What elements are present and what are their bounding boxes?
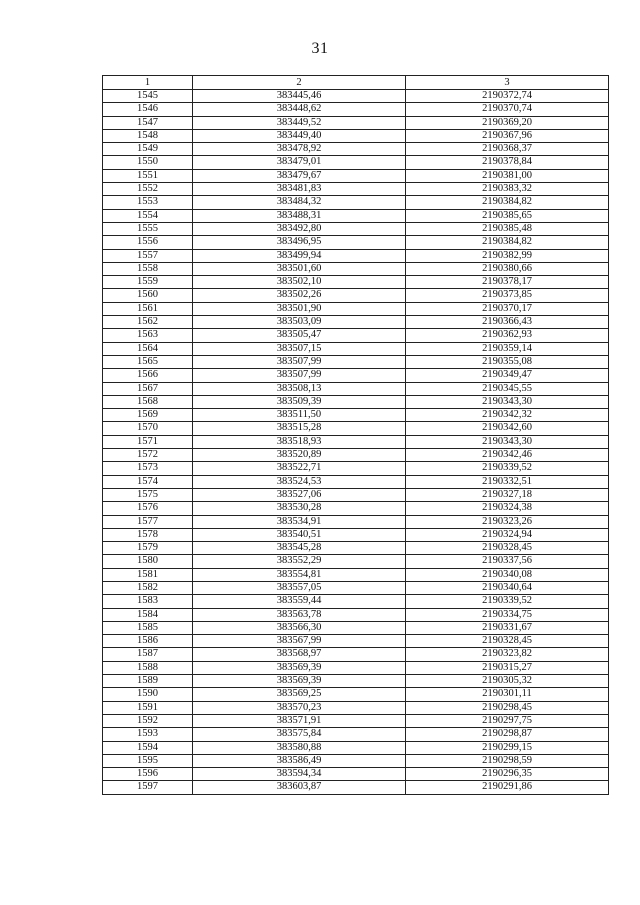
table-row [103,515,609,528]
table-row [103,635,609,648]
cell-y-coordinate: 2190370,17 [406,302,609,315]
table-row [103,488,609,501]
table-row [103,169,609,182]
cell-y-coordinate: 2190345,55 [406,382,609,395]
cell-y-coordinate: 2190291,86 [406,781,609,794]
cell-x-coordinate: 383552,29 [193,555,406,568]
cell-y-coordinate: 2190323,26 [406,515,609,528]
cell-x-coordinate: 383527,06 [193,488,406,501]
cell-x-coordinate: 383580,88 [193,741,406,754]
cell-x-coordinate: 383530,28 [193,502,406,515]
cell-x-coordinate: 383502,10 [193,276,406,289]
cell-point-number: 1583 [103,595,193,608]
table-row [103,302,609,315]
cell-y-coordinate: 2190324,38 [406,502,609,515]
cell-point-number: 1577 [103,515,193,528]
cell-y-coordinate: 2190368,37 [406,143,609,156]
column-header-y: 3 [406,76,609,90]
cell-point-number: 1578 [103,528,193,541]
cell-x-coordinate: 383511,50 [193,409,406,422]
column-header-number: 1 [103,76,193,90]
cell-point-number: 1589 [103,675,193,688]
cell-x-coordinate: 383540,51 [193,528,406,541]
cell-y-coordinate: 2190343,30 [406,395,609,408]
cell-point-number: 1574 [103,475,193,488]
cell-x-coordinate: 383479,67 [193,169,406,182]
table-row [103,661,609,674]
cell-y-coordinate: 2190305,32 [406,675,609,688]
cell-y-coordinate: 2190381,00 [406,169,609,182]
cell-y-coordinate: 2190323,82 [406,648,609,661]
cell-point-number: 1596 [103,768,193,781]
cell-x-coordinate: 383563,78 [193,608,406,621]
cell-point-number: 1553 [103,196,193,209]
cell-y-coordinate: 2190373,85 [406,289,609,302]
cell-y-coordinate: 2190342,60 [406,422,609,435]
table-row [103,382,609,395]
table-row [103,143,609,156]
cell-y-coordinate: 2190298,87 [406,728,609,741]
cell-y-coordinate: 2190299,15 [406,741,609,754]
cell-point-number: 1586 [103,635,193,648]
cell-point-number: 1545 [103,90,193,103]
cell-point-number: 1559 [103,276,193,289]
cell-x-coordinate: 383448,62 [193,103,406,116]
cell-y-coordinate: 2190366,43 [406,316,609,329]
cell-x-coordinate: 383520,89 [193,449,406,462]
table-row [103,116,609,129]
table-row [103,395,609,408]
table-row [103,329,609,342]
column-header-x: 2 [193,76,406,90]
cell-x-coordinate: 383522,71 [193,462,406,475]
table-row [103,316,609,329]
cell-x-coordinate: 383501,60 [193,262,406,275]
cell-y-coordinate: 2190372,74 [406,90,609,103]
cell-y-coordinate: 2190334,75 [406,608,609,621]
table-row [103,754,609,767]
table-row [103,342,609,355]
cell-y-coordinate: 2190369,20 [406,116,609,129]
table-row [103,701,609,714]
table-row [103,249,609,262]
cell-y-coordinate: 2190337,56 [406,555,609,568]
cell-y-coordinate: 2190328,45 [406,542,609,555]
cell-x-coordinate: 383575,84 [193,728,406,741]
cell-point-number: 1565 [103,355,193,368]
cell-x-coordinate: 383571,91 [193,714,406,727]
cell-x-coordinate: 383569,39 [193,661,406,674]
cell-y-coordinate: 2190315,27 [406,661,609,674]
cell-y-coordinate: 2190367,96 [406,129,609,142]
table-header [103,76,609,90]
cell-point-number: 1566 [103,369,193,382]
table-row [103,781,609,794]
table-row [103,183,609,196]
cell-point-number: 1546 [103,103,193,116]
cell-y-coordinate: 2190383,32 [406,183,609,196]
cell-point-number: 1560 [103,289,193,302]
cell-x-coordinate: 383507,99 [193,369,406,382]
cell-y-coordinate: 2190343,30 [406,435,609,448]
cell-y-coordinate: 2190332,51 [406,475,609,488]
cell-point-number: 1562 [103,316,193,329]
cell-point-number: 1587 [103,648,193,661]
coordinates-table [102,75,609,795]
cell-point-number: 1590 [103,688,193,701]
cell-point-number: 1594 [103,741,193,754]
cell-point-number: 1567 [103,382,193,395]
table-row [103,768,609,781]
cell-x-coordinate: 383507,15 [193,342,406,355]
cell-x-coordinate: 383554,81 [193,568,406,581]
cell-x-coordinate: 383481,83 [193,183,406,196]
cell-point-number: 1570 [103,422,193,435]
cell-point-number: 1555 [103,222,193,235]
cell-point-number: 1576 [103,502,193,515]
table-row [103,236,609,249]
cell-y-coordinate: 2190296,35 [406,768,609,781]
table-row [103,595,609,608]
cell-point-number: 1580 [103,555,193,568]
cell-y-coordinate: 2190362,93 [406,329,609,342]
cell-y-coordinate: 2190342,46 [406,449,609,462]
cell-y-coordinate: 2190331,67 [406,621,609,634]
table-row [103,688,609,701]
table-row [103,621,609,634]
table-row [103,262,609,275]
table-row [103,581,609,594]
cell-y-coordinate: 2190359,14 [406,342,609,355]
table-row [103,289,609,302]
cell-point-number: 1552 [103,183,193,196]
cell-x-coordinate: 383559,44 [193,595,406,608]
table-row [103,502,609,515]
cell-x-coordinate: 383567,99 [193,635,406,648]
cell-y-coordinate: 2190385,48 [406,222,609,235]
table-row [103,675,609,688]
cell-x-coordinate: 383557,05 [193,581,406,594]
table-row [103,156,609,169]
cell-x-coordinate: 383534,91 [193,515,406,528]
table-row [103,435,609,448]
header-row [103,76,609,90]
table-body [103,90,609,795]
table-row [103,355,609,368]
cell-point-number: 1575 [103,488,193,501]
cell-y-coordinate: 2190342,32 [406,409,609,422]
cell-point-number: 1588 [103,661,193,674]
cell-x-coordinate: 383445,46 [193,90,406,103]
cell-x-coordinate: 383545,28 [193,542,406,555]
cell-x-coordinate: 383502,26 [193,289,406,302]
cell-x-coordinate: 383566,30 [193,621,406,634]
cell-point-number: 1593 [103,728,193,741]
cell-x-coordinate: 383449,40 [193,129,406,142]
table-row [103,528,609,541]
cell-point-number: 1581 [103,568,193,581]
cell-y-coordinate: 2190370,74 [406,103,609,116]
cell-point-number: 1564 [103,342,193,355]
table-row [103,648,609,661]
cell-point-number: 1554 [103,209,193,222]
table-row [103,728,609,741]
table-row [103,209,609,222]
table-row [103,369,609,382]
cell-x-coordinate: 383509,39 [193,395,406,408]
cell-point-number: 1563 [103,329,193,342]
cell-y-coordinate: 2190327,18 [406,488,609,501]
cell-y-coordinate: 2190324,94 [406,528,609,541]
cell-x-coordinate: 383492,80 [193,222,406,235]
table-row [103,276,609,289]
cell-x-coordinate: 383569,39 [193,675,406,688]
cell-point-number: 1568 [103,395,193,408]
cell-x-coordinate: 383586,49 [193,754,406,767]
cell-point-number: 1572 [103,449,193,462]
cell-y-coordinate: 2190355,08 [406,355,609,368]
cell-point-number: 1597 [103,781,193,794]
cell-x-coordinate: 383570,23 [193,701,406,714]
cell-x-coordinate: 383505,47 [193,329,406,342]
page-number: 31 [311,40,329,57]
cell-y-coordinate: 2190382,99 [406,249,609,262]
cell-point-number: 1585 [103,621,193,634]
cell-point-number: 1556 [103,236,193,249]
cell-y-coordinate: 2190378,84 [406,156,609,169]
table-row [103,714,609,727]
cell-point-number: 1561 [103,302,193,315]
cell-point-number: 1569 [103,409,193,422]
cell-x-coordinate: 383515,28 [193,422,406,435]
cell-y-coordinate: 2190380,66 [406,262,609,275]
table-row [103,555,609,568]
cell-y-coordinate: 2190301,11 [406,688,609,701]
cell-point-number: 1549 [103,143,193,156]
cell-x-coordinate: 383501,90 [193,302,406,315]
cell-point-number: 1595 [103,754,193,767]
cell-point-number: 1550 [103,156,193,169]
table-row [103,608,609,621]
table-row [103,129,609,142]
cell-x-coordinate: 383508,13 [193,382,406,395]
cell-x-coordinate: 383524,53 [193,475,406,488]
cell-point-number: 1557 [103,249,193,262]
cell-point-number: 1592 [103,714,193,727]
cell-x-coordinate: 383518,93 [193,435,406,448]
table-row [103,103,609,116]
table-row [103,542,609,555]
cell-x-coordinate: 383496,95 [193,236,406,249]
cell-y-coordinate: 2190378,17 [406,276,609,289]
cell-x-coordinate: 383478,92 [193,143,406,156]
cell-y-coordinate: 2190349,47 [406,369,609,382]
cell-point-number: 1571 [103,435,193,448]
cell-y-coordinate: 2190385,65 [406,209,609,222]
table-row [103,475,609,488]
table-row [103,90,609,103]
table-row [103,222,609,235]
cell-x-coordinate: 383569,25 [193,688,406,701]
cell-y-coordinate: 2190339,52 [406,595,609,608]
cell-y-coordinate: 2190384,82 [406,196,609,209]
cell-point-number: 1573 [103,462,193,475]
cell-y-coordinate: 2190298,45 [406,701,609,714]
table-row [103,449,609,462]
cell-y-coordinate: 2190340,64 [406,581,609,594]
cell-y-coordinate: 2190297,75 [406,714,609,727]
cell-x-coordinate: 383449,52 [193,116,406,129]
cell-y-coordinate: 2190340,08 [406,568,609,581]
cell-point-number: 1548 [103,129,193,142]
cell-y-coordinate: 2190339,52 [406,462,609,475]
table-row [103,422,609,435]
cell-y-coordinate: 2190298,59 [406,754,609,767]
cell-x-coordinate: 383568,97 [193,648,406,661]
table-row [103,462,609,475]
cell-x-coordinate: 383499,94 [193,249,406,262]
cell-x-coordinate: 383479,01 [193,156,406,169]
cell-x-coordinate: 383507,99 [193,355,406,368]
cell-point-number: 1579 [103,542,193,555]
cell-x-coordinate: 383603,87 [193,781,406,794]
cell-y-coordinate: 2190328,45 [406,635,609,648]
cell-point-number: 1551 [103,169,193,182]
cell-x-coordinate: 383484,32 [193,196,406,209]
table-row [103,741,609,754]
cell-point-number: 1591 [103,701,193,714]
cell-point-number: 1584 [103,608,193,621]
cell-x-coordinate: 383488,31 [193,209,406,222]
cell-point-number: 1582 [103,581,193,594]
table-row [103,196,609,209]
table-row [103,409,609,422]
table-row [103,568,609,581]
cell-x-coordinate: 383503,09 [193,316,406,329]
cell-x-coordinate: 383594,34 [193,768,406,781]
cell-point-number: 1558 [103,262,193,275]
cell-point-number: 1547 [103,116,193,129]
cell-y-coordinate: 2190384,82 [406,236,609,249]
